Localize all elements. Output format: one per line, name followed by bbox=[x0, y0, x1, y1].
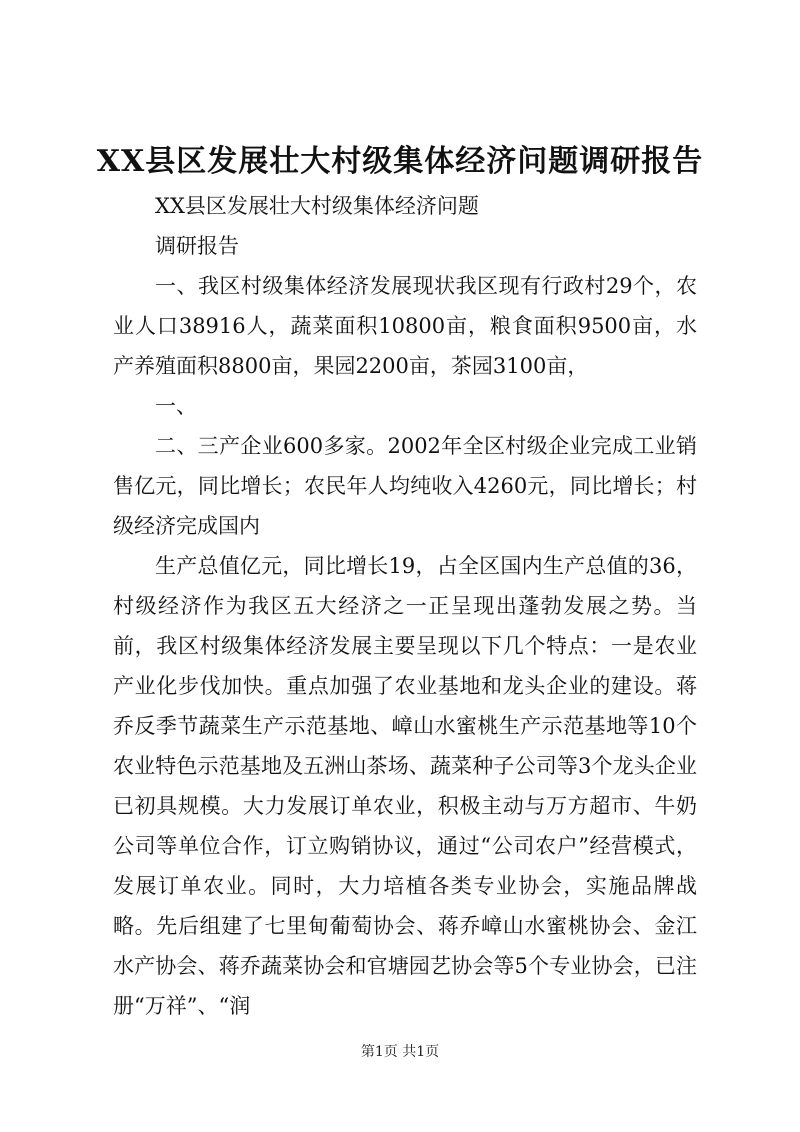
paragraph-section-two: 二、三产企业600多家。2002年全区村级企业完成工业销售亿元，同比增长；农民年人均纯收入4260元，同比增长；村级经济完成国内 bbox=[113, 434, 697, 538]
document-title: XX县区发展壮大村级集体经济问题调研报告 bbox=[96, 144, 704, 179]
paragraph-report-label: 调研报告 bbox=[155, 234, 239, 258]
page-footer: 第1页 共1页 bbox=[360, 1044, 440, 1060]
document-body bbox=[113, 186, 697, 1026]
paragraph-subtitle: XX县区发展壮大村级集体经济问题 bbox=[155, 194, 479, 218]
paragraph-gdp-features: 生产总值亿元，同比增长19，占全区国内生产总值的36，村级经济作为我区五大经济之一正呈现出蓬勃发展之势。当前，我区村级集体经济发展主要呈现以下几个特点：一是农业产业化步伐加快。重点加强了农业基地和龙头企业的建设。蒋乔反季节蔬菜生产示范基地、嶂山水蜜桃生产示范基地等10个农业特色示范基地及五洲山茶场、蔬菜种子公司等3个龙头企业已初具规模。大力发展订单农业，积极主动与万方超市、牛奶公司等单位合作，订立购销协议，通过“公司农户”经营模式，发展订单农业。同时，大力培植各类专业协会，实施品牌战略。先后组建了七里甸葡萄协会、蒋乔嶂山水蜜桃协会、金江水产协会、蒋乔蔬菜协会和官塘园艺协会等5个专业协会，已注册“万祥”、“润 bbox=[113, 554, 697, 1018]
paragraph-section-one: 一、 bbox=[155, 394, 197, 418]
paragraph-status-overview: 一、我区村级集体经济发展现状我区现有行政村29个，农业人口38916人，蔬菜面积10800亩，粮食面积9500亩，水产养殖面积8800亩，果园2200亩，茶园3100亩， bbox=[113, 274, 697, 378]
